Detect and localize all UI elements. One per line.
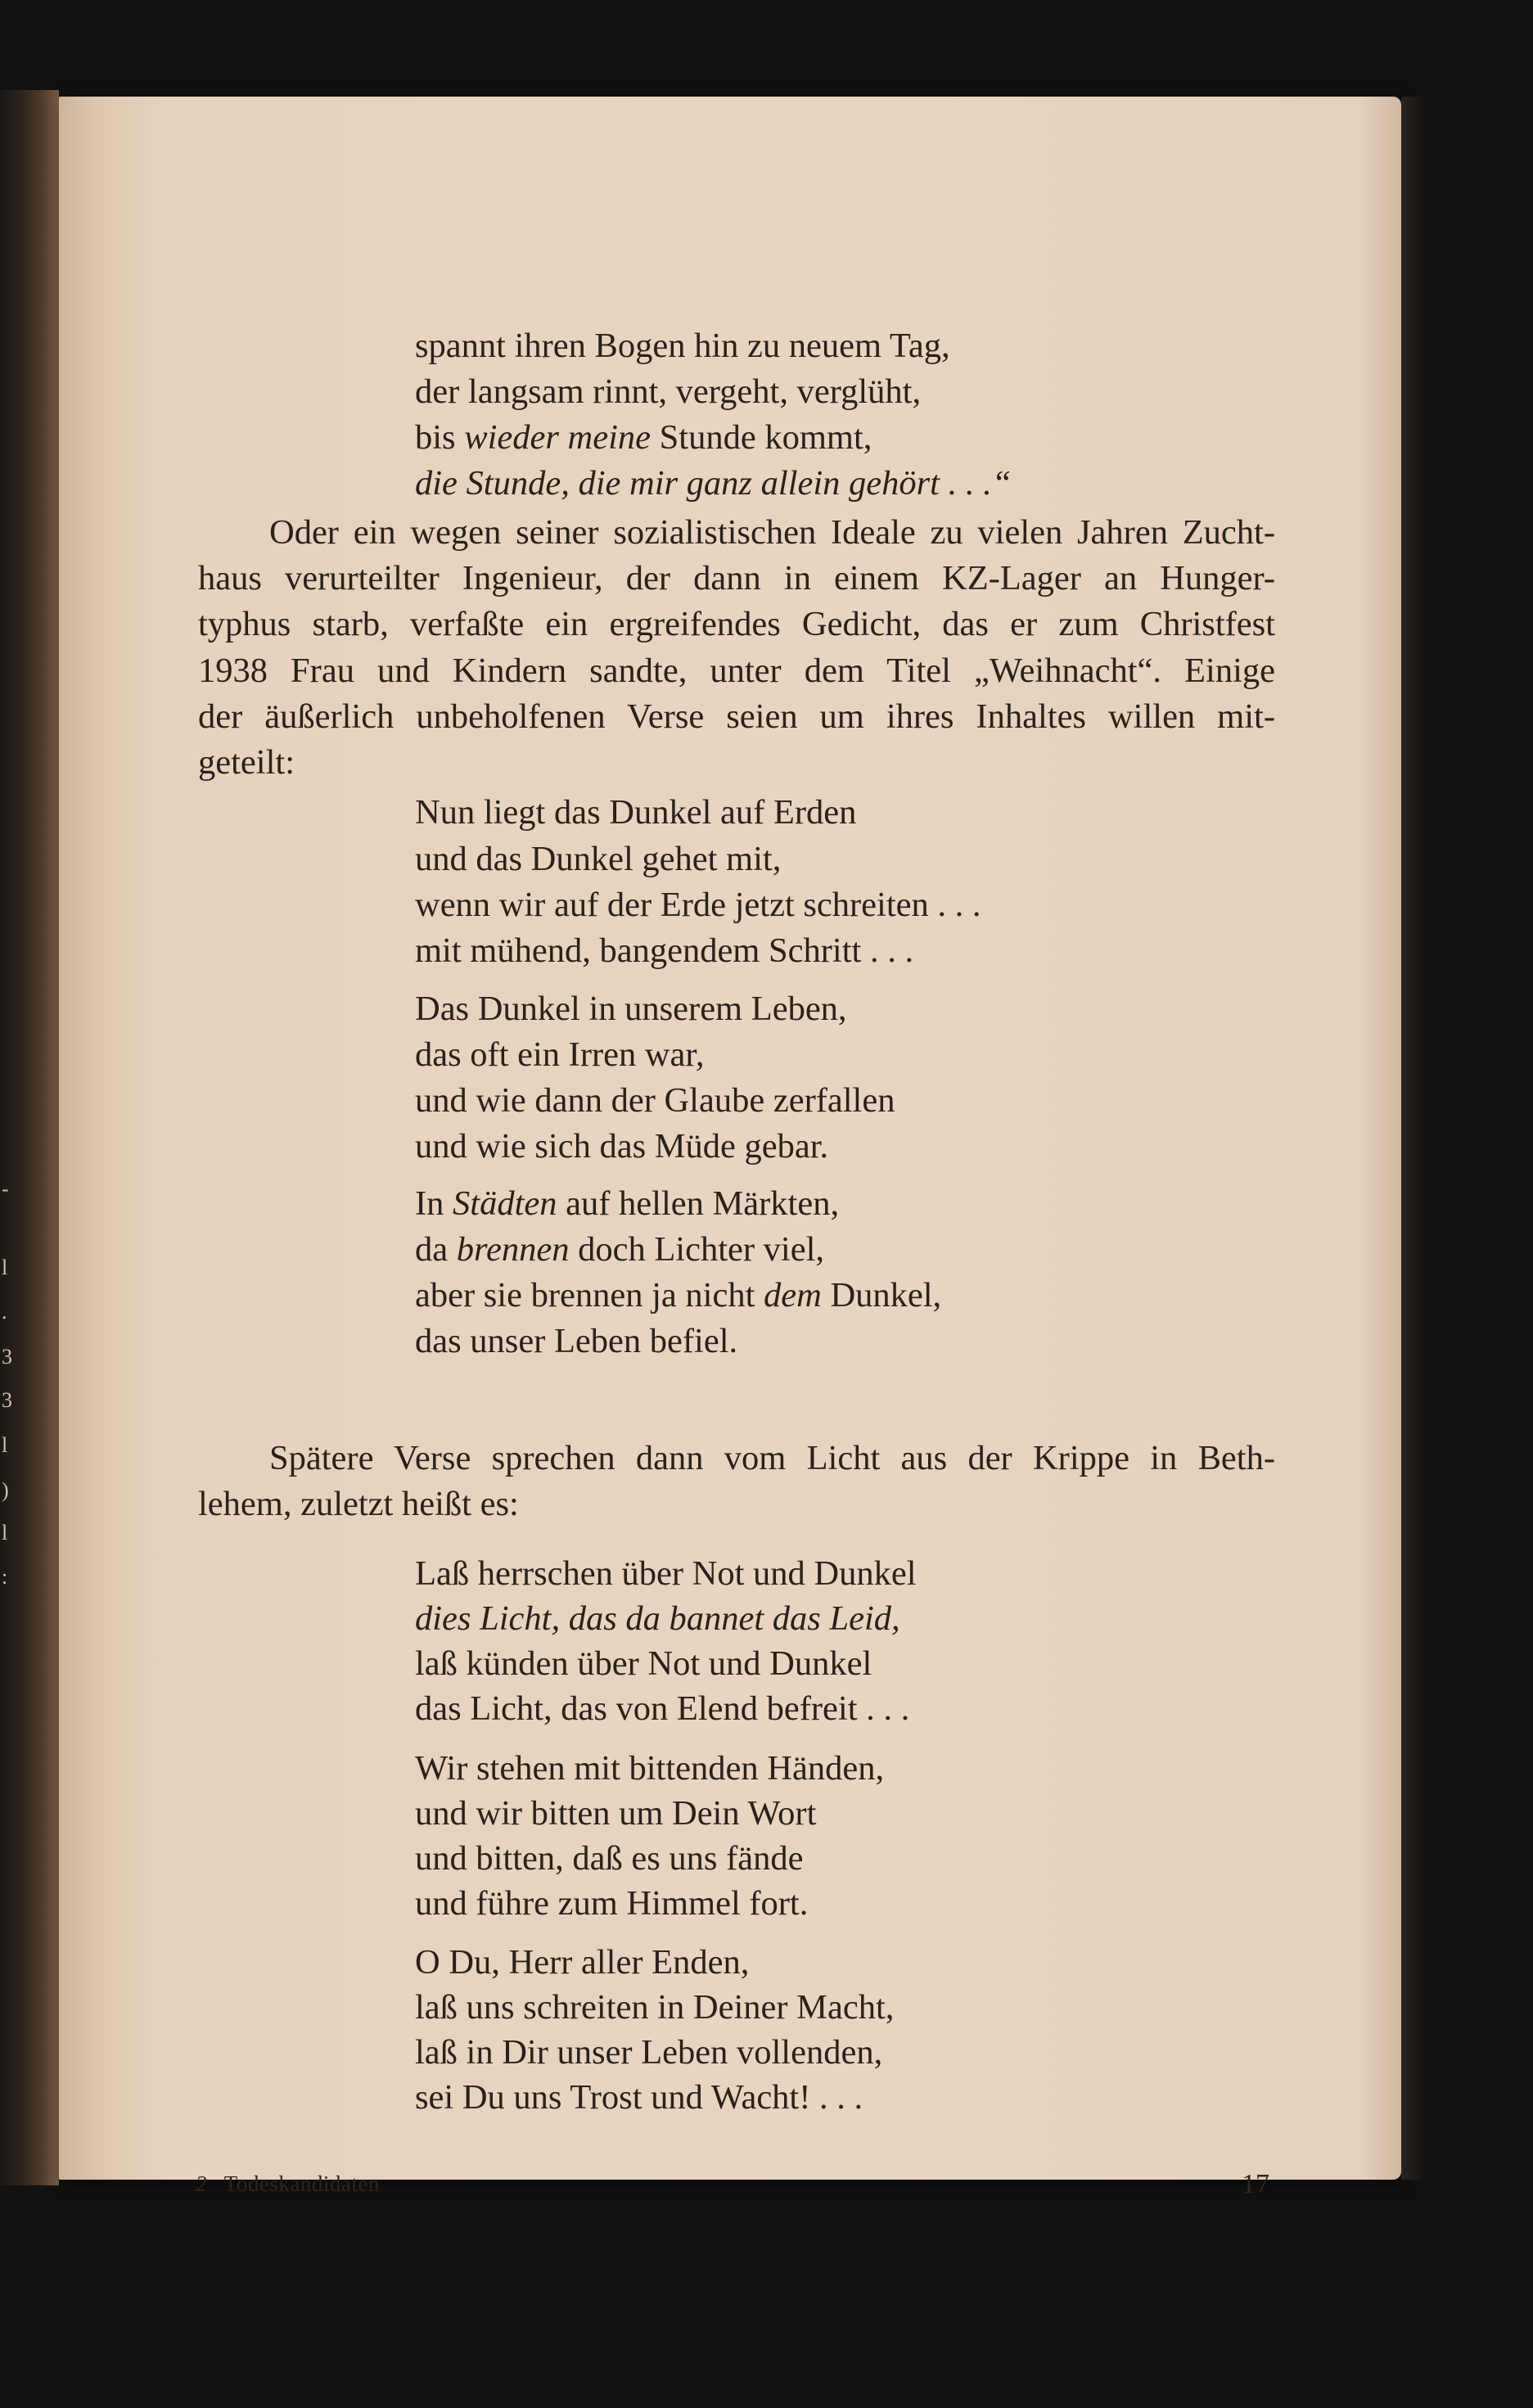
paragraph-line: Oder ein wegen seiner sozialistischen Ideale zu vielen Jahren Zucht- [269, 513, 1275, 552]
page-footer-left [196, 2171, 380, 2197]
paragraph-line: 1938 Frau und Kindern sandte, unter dem Titel „Weihnacht“. Einige [198, 651, 1275, 690]
poem1-stanza3-line: In Städten auf hellen Märkten, [415, 1184, 840, 1223]
poem1-stanza2-line: Das Dunkel in unserem Leben, [415, 990, 847, 1028]
paragraph-line: lehem, zuletzt heißt es: [198, 1485, 519, 1524]
paragraph-line: typhus starb, verfaßte ein ergreifendes Gedicht, das er zum Christfest [198, 605, 1275, 644]
left-page-edge [0, 90, 59, 2185]
poem2-stanza3-line: sei Du uns Trost und Wacht! . . . [415, 2078, 863, 2117]
paragraph-line: Spätere Verse sprechen dann vom Licht aus der Krippe in Beth- [269, 1439, 1275, 1477]
poem2-stanza1-line: laß künden über Not und Dunkel [415, 1644, 872, 1683]
poem2-stanza2-line: Wir stehen mit bittenden Händen, [415, 1749, 885, 1788]
verse-top-line: bis wieder meine Stunde kommt, [415, 418, 872, 457]
margin-mark: 3 [2, 1345, 12, 1369]
poem1-stanza3-line: da brennen doch Lichter viel, [415, 1230, 825, 1269]
poem1-stanza1-line: Nun liegt das Dunkel auf Erden [415, 793, 857, 832]
poem2-stanza1-line: dies Licht, das da bannet das Leid, [415, 1599, 900, 1638]
poem1-stanza1-line: und das Dunkel gehet mit, [415, 840, 782, 878]
poem1-stanza1-line: mit mühend, bangendem Schritt . . . [415, 931, 914, 970]
right-page-shadow [1401, 97, 1426, 2180]
margin-mark: l [2, 1521, 8, 1544]
paragraph-line: haus verurteilter Ingenieur, der dann in einem KZ-Lager an Hunger- [198, 559, 1275, 598]
paragraph-line: der äußerlich unbeholfenen Verse seien um ihres Inhaltes willen mit- [198, 697, 1275, 736]
verse-top-line: der langsam rinnt, vergeht, verglüht, [415, 372, 922, 411]
margin-mark: l [2, 1256, 8, 1279]
signature-mark: 2 [196, 2171, 207, 2196]
verse-top-line: spannt ihren Bogen hin zu neuem Tag, [415, 327, 950, 365]
page-number: 17 [1242, 2169, 1269, 2199]
poem1-stanza2-line: und wie dann der Glaube zerfallen [415, 1081, 895, 1120]
verse-top-line: die Stunde, die mir ganz allein gehört . . .“ [415, 464, 1012, 503]
paragraph-1 [198, 510, 1275, 786]
paragraph-line: geteilt: [198, 743, 295, 782]
poem2-stanza3-line: O Du, Herr aller Enden, [415, 1943, 750, 1982]
poem2-stanza2-line: und wir bitten um Dein Wort [415, 1794, 817, 1833]
poem1-stanza1-line: wenn wir auf der Erde jetzt schreiten . . . [415, 886, 981, 924]
poem1-stanza2-line: das oft ein Irren war, [415, 1035, 705, 1074]
poem2-stanza2-line: und bitten, daß es uns fände [415, 1839, 804, 1878]
margin-mark: l [2, 1433, 8, 1457]
poem1-stanza3-line: aber sie brennen ja nicht dem Dunkel, [415, 1276, 942, 1314]
book-page [59, 97, 1401, 2199]
poem1-stanza3-line: das unser Leben befiel. [415, 1322, 738, 1360]
margin-mark: : [2, 1565, 8, 1589]
margin-mark: . [2, 1300, 7, 1323]
poem2-stanza3-line: laß uns schreiten in Deiner Macht, [415, 1988, 895, 2027]
poem2-stanza3-line: laß in Dir unser Leben vollenden, [415, 2033, 883, 2072]
poem2-stanza1-line: das Licht, das von Elend befreit . . . [415, 1689, 910, 1728]
margin-mark: 3 [2, 1388, 12, 1412]
poem2-stanza1-line: Laß herrschen über Not und Dunkel [415, 1554, 917, 1593]
paragraph-2 [198, 1436, 1275, 1527]
running-title: Todeskandidaten [223, 2171, 380, 2196]
left-page-margin-marks [0, 1179, 25, 1604]
margin-mark: ) [2, 1478, 9, 1502]
margin-mark: - [2, 1177, 9, 1201]
poem2-stanza2-line: und führe zum Himmel fort. [415, 1884, 809, 1923]
poem1-stanza2-line: und wie sich das Müde gebar. [415, 1127, 829, 1166]
